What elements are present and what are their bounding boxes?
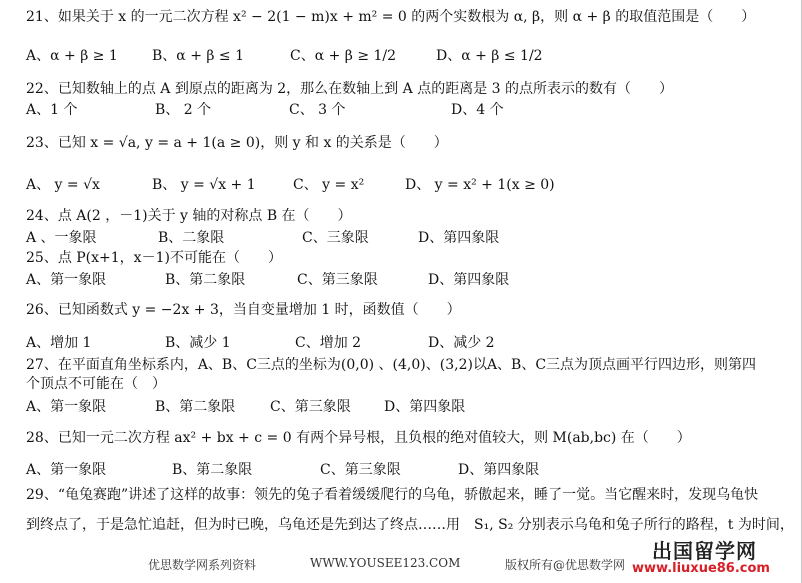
question-25-option-a: A、第一象限 bbox=[26, 272, 107, 288]
footer-right: 版权所有@优思数学网 bbox=[505, 558, 626, 572]
question-25-option-c: C、第三象限 bbox=[297, 272, 378, 288]
question-28-stem: 28、已知一元二次方程 ax² + bx + c = 0 有两个异号根，且负根的绝对值较大，则 M(ab,bc) 在（ ） bbox=[26, 430, 691, 446]
watermark-url: www.liuxue86.com bbox=[632, 561, 770, 576]
question-26-option-d: D、减少 2 bbox=[428, 335, 495, 351]
question-27-stem-continued: 个顶点不可能在（ ） bbox=[26, 376, 166, 392]
question-23-option-b: B、 y = √x + 1 bbox=[152, 177, 256, 193]
question-24-stem: 24、点 A(2 ，－1)关于 y 轴的对称点 B 在（ ） bbox=[26, 208, 352, 224]
question-24-option-d: D、第四象限 bbox=[418, 230, 500, 246]
question-21-option-c: C、α + β ≥ 1/2 bbox=[290, 48, 397, 64]
question-24-option-b: B、二象限 bbox=[158, 230, 225, 246]
question-22-option-c: C、 3 个 bbox=[289, 102, 346, 118]
question-27-stem: 27、在平面直角坐标系内，A、B、C三点的坐标为(0,0) 、(4,0)、(3,2)以A、B、C三点为顶点画平行四边形，则第四 bbox=[26, 357, 757, 373]
question-22-stem: 22、已知数轴上的点 A 到原点的距离为 2，那么在数轴上到 A 点的距离是 3 的点所表示的数有（ ） bbox=[26, 81, 673, 97]
question-28-option-d: D、第四象限 bbox=[458, 462, 540, 478]
question-25-option-b: B、第二象限 bbox=[165, 272, 246, 288]
question-26-option-a: A、增加 1 bbox=[26, 335, 92, 351]
question-25-option-d: D、第四象限 bbox=[428, 272, 510, 288]
question-28-option-b: B、第二象限 bbox=[172, 462, 253, 478]
question-26-stem: 26、已知函数式 y = −2x + 3，当自变量增加 1 时，函数值（ ） bbox=[26, 302, 461, 318]
question-21-stem: 21、如果关于 x 的一元二次方程 x² − 2(1 − m)x + m² = 0 的两个实数根为 α, β，则 α + β 的取值范围是（ ） bbox=[26, 9, 756, 25]
question-27-option-b: B、第二象限 bbox=[155, 399, 236, 415]
watermark bbox=[630, 535, 798, 579]
footer-center: WWW.YOUSEE123.COM bbox=[310, 556, 461, 570]
question-24-option-a: A 、一象限 bbox=[26, 230, 97, 246]
question-24-option-c: C、三象限 bbox=[302, 230, 369, 246]
question-28-option-a: A、第一象限 bbox=[26, 462, 107, 478]
question-22-option-a: A、1 个 bbox=[26, 102, 78, 118]
question-23-stem: 23、已知 x = √a, y = a + 1(a ≥ 0)，则 y 和 x 的关系是（ ） bbox=[26, 135, 448, 151]
question-27-option-d: D、第四象限 bbox=[384, 399, 466, 415]
question-25-stem: 25、点 P(x+1，x－1)不可能在（ ） bbox=[26, 250, 282, 266]
question-29-stem-continued: 到终点了，于是急忙追赶，但为时已晚，乌龟还是先到达了终点……用 S₁, S₂ 分别表示乌龟和兔子所行的路程，t 为时间， bbox=[26, 517, 794, 533]
question-22-option-d: D、4 个 bbox=[451, 102, 504, 118]
question-26-option-b: B、减少 1 bbox=[165, 335, 231, 351]
question-27-option-a: A、第一象限 bbox=[26, 399, 107, 415]
question-21-option-b: B、α + β ≤ 1 bbox=[152, 48, 245, 64]
question-27-option-c: C、第三象限 bbox=[270, 399, 351, 415]
watermark-title: 出国留学网 bbox=[652, 539, 757, 563]
question-21-option-a: A、α + β ≥ 1 bbox=[26, 48, 118, 64]
question-28-option-c: C、第三象限 bbox=[320, 462, 401, 478]
question-22-option-b: B、 2 个 bbox=[155, 102, 212, 118]
question-23-option-a: A、 y = √x bbox=[26, 177, 100, 193]
question-23-option-d: D、 y = x² + 1(x ≥ 0) bbox=[405, 177, 555, 193]
question-23-option-c: C、 y = x² bbox=[293, 177, 365, 193]
question-26-option-c: C、增加 2 bbox=[295, 335, 362, 351]
question-21-option-d: D、α + β ≤ 1/2 bbox=[436, 48, 543, 64]
question-29-stem: 29、“龟兔赛跑”讲述了这样的故事：领先的兔子看着缓缓爬行的乌龟，骄傲起来，睡了一觉。当它醒来时，发现乌龟快 bbox=[26, 487, 759, 503]
footer-left: 优思数学网系列资料 bbox=[148, 558, 257, 572]
